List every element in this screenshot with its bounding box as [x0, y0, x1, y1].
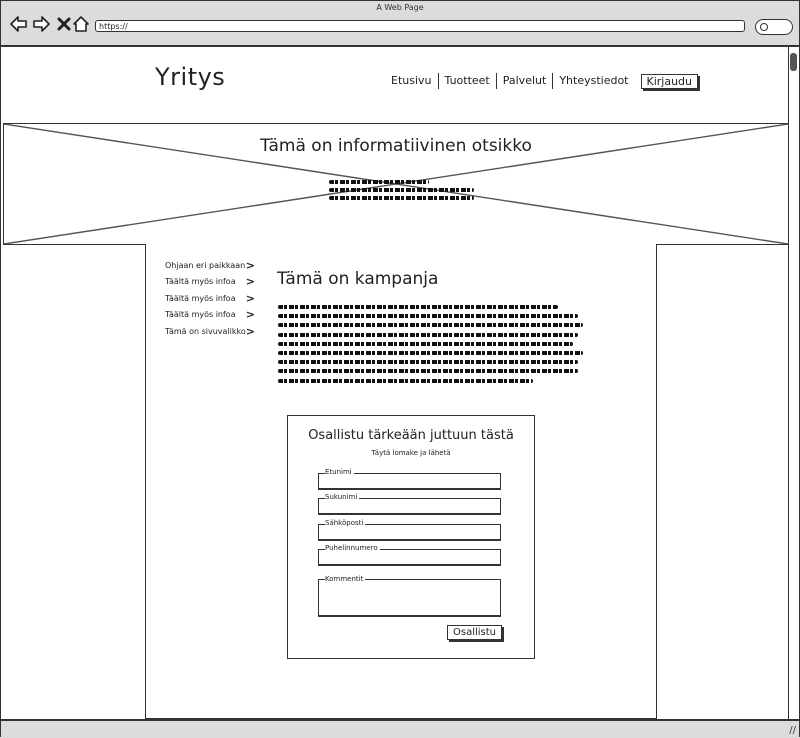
nav-item-etusivu[interactable]: Etusivu — [385, 73, 439, 89]
forward-arrow-icon[interactable] — [32, 15, 50, 33]
home-icon[interactable] — [72, 15, 90, 33]
status-bar — [1, 719, 799, 738]
submit-button[interactable]: Osallistu — [447, 625, 502, 640]
scribble-line — [329, 196, 474, 200]
scribble-line — [329, 180, 429, 184]
scroll-thumb[interactable] — [790, 53, 797, 71]
window-title: A Web Page — [376, 3, 424, 12]
last-name-label: Sukunimi — [325, 493, 358, 501]
side-menu-item[interactable] — [165, 307, 255, 324]
scribble-line — [278, 379, 533, 383]
hero-title: Tämä on informatiivinen otsikko — [256, 136, 536, 156]
side-menu-item-label: Täältä myös infoa — [165, 310, 236, 320]
vertical-scrollbar[interactable] — [788, 47, 799, 719]
search-button[interactable] — [755, 19, 793, 35]
browser-toolbar — [1, 1, 799, 47]
close-icon[interactable] — [55, 15, 73, 33]
hero-image-placeholder — [3, 123, 789, 245]
chevron-right-icon: > — [245, 324, 255, 338]
chevron-right-icon: > — [245, 308, 255, 322]
back-arrow-icon[interactable] — [10, 15, 28, 33]
scribble-line — [278, 360, 578, 364]
nav-item-yhteystiedot[interactable]: Yhteystiedot — [559, 74, 629, 87]
side-menu-item[interactable] — [165, 323, 255, 340]
chevron-right-icon: > — [245, 258, 255, 272]
scribble-line — [278, 333, 578, 337]
login-button[interactable]: Kirjaudu — [641, 74, 699, 89]
address-bar[interactable]: https:// — [95, 20, 745, 32]
campaign-title: Tämä on kampanja — [277, 269, 439, 289]
form-subtitle: Täytä lomake ja lähetä — [371, 449, 451, 457]
scribble-line — [278, 305, 558, 309]
form-title: Osallistu tärkeään juttuun tästä — [308, 428, 514, 443]
chevron-right-icon: > — [245, 275, 255, 289]
search-icon — [760, 23, 768, 31]
side-menu-item[interactable] — [165, 290, 255, 307]
scribble-line — [278, 323, 583, 327]
chevron-right-icon: > — [245, 291, 255, 305]
phone-label: Puhelinnumero — [325, 544, 378, 552]
scribble-line — [278, 314, 578, 318]
resize-grip-icon[interactable]: // — [789, 725, 796, 736]
scribble-line — [278, 342, 573, 346]
scribble-line — [278, 369, 578, 373]
side-menu-item-label: Täältä myös infoa — [165, 293, 236, 303]
side-menu-item-label: Tämä on sivuvalikko — [165, 326, 246, 336]
side-menu-item[interactable] — [165, 274, 255, 291]
first-name-label: Etunimi — [325, 468, 352, 476]
side-menu-item[interactable] — [165, 257, 255, 274]
side-menu-item-label: Täältä myös infoa — [165, 277, 236, 287]
nav-item-tuotteet[interactable]: Tuotteet — [439, 73, 497, 89]
comment-label: Kommentit — [325, 575, 364, 583]
scribble-line — [329, 188, 474, 192]
site-logo[interactable]: Yritys — [155, 63, 226, 91]
email-label: Sähköposti — [325, 519, 364, 527]
signup-form — [287, 415, 535, 659]
side-menu — [165, 257, 255, 340]
comment-textarea[interactable] — [318, 579, 501, 617]
campaign-text-placeholder — [278, 305, 584, 388]
side-menu-item-label: Ohjaan eri paikkaan — [165, 260, 246, 270]
hero-text-placeholder — [329, 176, 479, 204]
nav-item-palvelut[interactable]: Palvelut — [497, 73, 554, 89]
top-navigation — [385, 73, 698, 89]
scribble-line — [278, 351, 583, 355]
